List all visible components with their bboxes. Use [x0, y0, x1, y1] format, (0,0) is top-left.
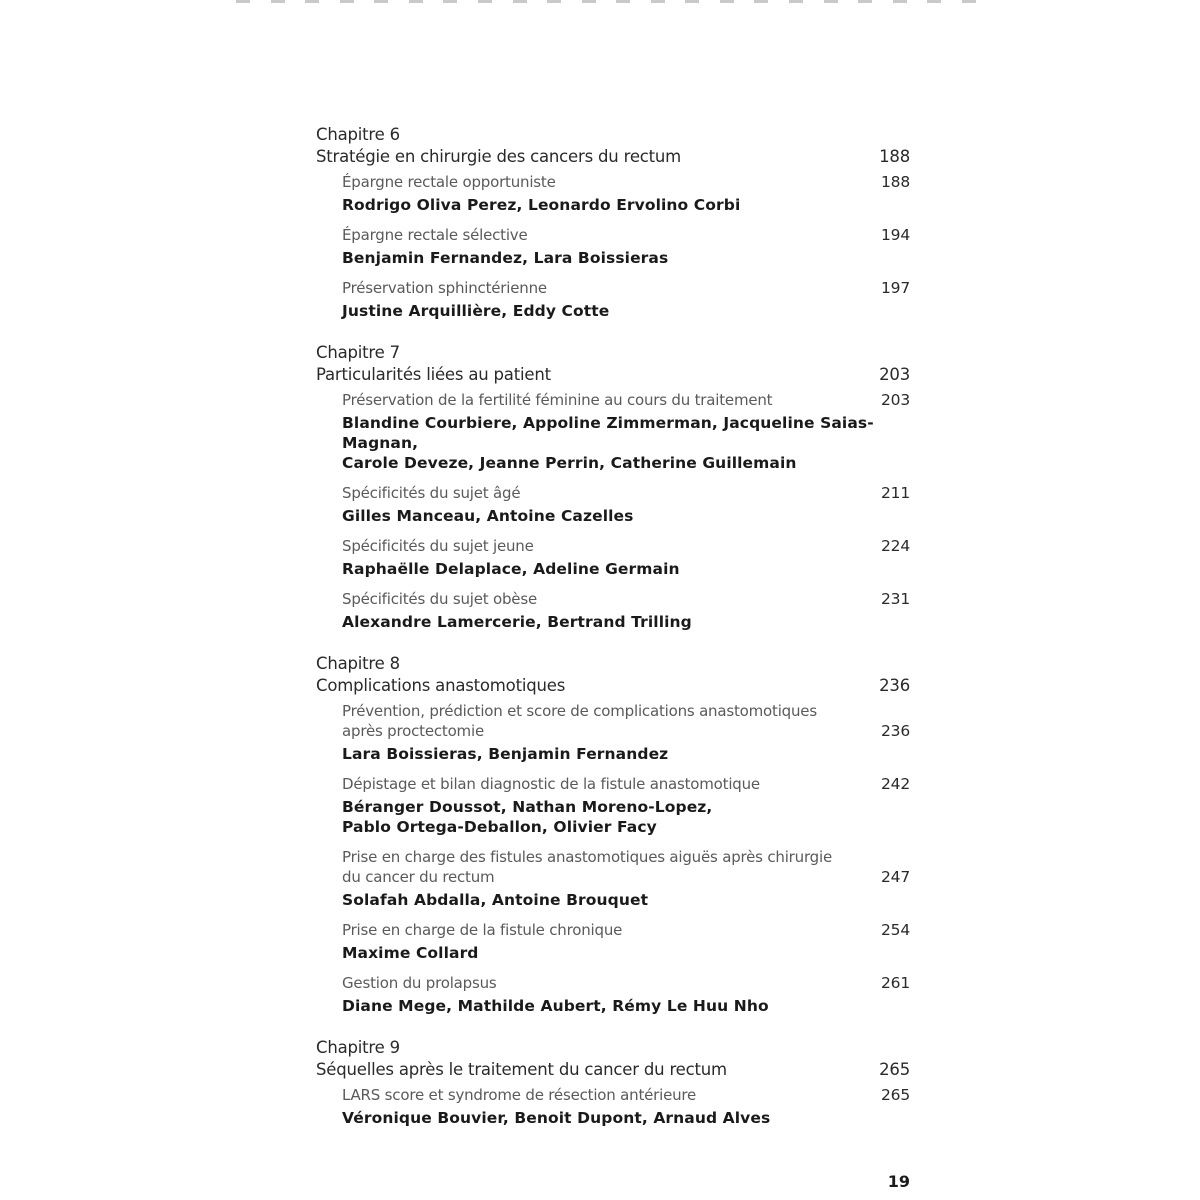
- entry-page-number: 236: [881, 722, 910, 740]
- entry-page-number: 224: [881, 537, 910, 555]
- entry-title: Gestion du prolapsus: [342, 974, 497, 992]
- entry-title: Épargne rectale opportuniste: [342, 173, 556, 191]
- entry-title-row: [342, 390, 910, 410]
- chapter-title: Complications anastomotiques: [316, 676, 566, 695]
- chapter-title: Séquelles après le traitement du cancer du rectum: [316, 1060, 727, 1079]
- toc-entry[interactable]: [342, 536, 910, 579]
- entry-title: LARS score et syndrome de résection antérieure: [342, 1086, 697, 1104]
- entry-page-number: 242: [881, 775, 910, 793]
- chapter-section: [316, 653, 910, 1016]
- chapter-title-row[interactable]: [316, 364, 910, 386]
- chapter-page-number: 203: [879, 365, 910, 384]
- toc-entry[interactable]: [342, 1085, 910, 1128]
- entry-page-number: 197: [881, 279, 910, 297]
- entry-title: Préservation de la fertilité féminine au cours du traitement: [342, 391, 773, 409]
- chapter-page-number: 188: [879, 147, 910, 166]
- table-of-contents: [316, 124, 910, 1149]
- entry-title: Épargne rectale sélective: [342, 226, 528, 244]
- entry-authors: Véronique Bouvier, Benoit Dupont, Arnaud Alves: [342, 1109, 771, 1127]
- chapter-title-row[interactable]: [316, 146, 910, 168]
- entry-title: Préservation sphinctérienne: [342, 279, 547, 297]
- entry-authors: Raphaëlle Delaplace, Adeline Germain: [342, 560, 680, 578]
- entry-title-row: [342, 225, 910, 245]
- entry-page-number: 188: [881, 173, 910, 191]
- toc-entry[interactable]: [342, 920, 910, 963]
- entry-page-number: 265: [881, 1086, 910, 1104]
- chapter-page-number: 236: [879, 676, 910, 695]
- chapter-entries: [316, 390, 910, 632]
- entry-authors: Lara Boissieras, Benjamin Fernandez: [342, 745, 669, 763]
- entry-title: Dépistage et bilan diagnostic de la fistule anastomotique: [342, 775, 760, 793]
- chapter-entries: [316, 172, 910, 321]
- entry-authors: Solafah Abdalla, Antoine Brouquet: [342, 891, 649, 909]
- page-number: 19: [887, 1172, 910, 1191]
- toc-entry[interactable]: [342, 774, 910, 837]
- entry-page-number: 194: [881, 226, 910, 244]
- entry-title-row: [342, 721, 910, 741]
- entry-authors: Pablo Ortega-Deballon, Olivier Facy: [342, 818, 657, 836]
- entry-authors: Béranger Doussot, Nathan Moreno-Lopez,: [342, 798, 713, 816]
- entry-authors: Maxime Collard: [342, 944, 479, 962]
- chapter-title-row[interactable]: [316, 1059, 910, 1081]
- entry-title: Spécificités du sujet jeune: [342, 537, 534, 555]
- entry-title-row: [342, 774, 910, 794]
- toc-entry[interactable]: [342, 483, 910, 526]
- chapter-section: [316, 1037, 910, 1128]
- entry-title: Spécificités du sujet obèse: [342, 590, 537, 608]
- entry-title-continued: après proctectomie: [342, 722, 484, 740]
- entry-page-number: 247: [881, 868, 910, 886]
- toc-entry[interactable]: [342, 589, 910, 632]
- entry-authors: Benjamin Fernandez, Lara Boissieras: [342, 249, 669, 267]
- entry-title-row: [342, 867, 910, 887]
- chapter-title-row[interactable]: [316, 675, 910, 697]
- chapter-page-number: 265: [879, 1060, 910, 1079]
- toc-entry[interactable]: [342, 172, 910, 215]
- chapter-label: Chapitre 8: [316, 654, 400, 673]
- entry-page-number: 211: [881, 484, 910, 502]
- toc-entry[interactable]: [342, 278, 910, 321]
- entry-page-number: 254: [881, 921, 910, 939]
- entry-page-number: 203: [881, 391, 910, 409]
- entry-authors: Rodrigo Oliva Perez, Leonardo Ervolino Corbi: [342, 196, 741, 214]
- chapter-entries: [316, 701, 910, 1016]
- entry-authors: Gilles Manceau, Antoine Cazelles: [342, 507, 634, 525]
- chapter-title: Stratégie en chirurgie des cancers du rectum: [316, 147, 682, 166]
- chapter-label: Chapitre 9: [316, 1038, 400, 1057]
- entry-authors: Justine Arquillière, Eddy Cotte: [342, 302, 610, 320]
- entry-title-row: [342, 973, 910, 993]
- entry-authors: Carole Deveze, Jeanne Perrin, Catherine Guillemain: [342, 454, 797, 472]
- toc-entry[interactable]: [342, 701, 910, 764]
- entry-title-row: [342, 278, 910, 298]
- entry-title: Prévention, prédiction et score de complications anastomotiques: [342, 702, 817, 720]
- toc-entry[interactable]: [342, 973, 910, 1016]
- entry-title-row: [342, 536, 910, 556]
- toc-entry[interactable]: [342, 390, 910, 473]
- chapter-label: Chapitre 6: [316, 125, 400, 144]
- entry-title: Prise en charge des fistules anastomotiques aiguës après chirurgie: [342, 848, 832, 866]
- chapter-section: [316, 124, 910, 321]
- entry-page-number: 261: [881, 974, 910, 992]
- chapter-entries: [316, 1085, 910, 1128]
- entry-title-row: [342, 483, 910, 503]
- top-dashed-border: [236, 0, 976, 4]
- entry-page-number: 231: [881, 590, 910, 608]
- entry-title-row: [342, 920, 910, 940]
- toc-entry[interactable]: [342, 847, 910, 910]
- chapter-section: [316, 342, 910, 632]
- chapter-label: Chapitre 7: [316, 343, 400, 362]
- entry-title-row: [342, 172, 910, 192]
- chapter-title: Particularités liées au patient: [316, 365, 551, 384]
- entry-title-continued: du cancer du rectum: [342, 868, 495, 886]
- toc-entry[interactable]: [342, 225, 910, 268]
- entry-authors: Blandine Courbiere, Appoline Zimmerman, Jacqueline Saias-Magnan,: [342, 414, 874, 452]
- entry-authors: Diane Mege, Mathilde Aubert, Rémy Le Huu Nho: [342, 997, 769, 1015]
- entry-title-row: [342, 1085, 910, 1105]
- entry-authors: Alexandre Lamercerie, Bertrand Trilling: [342, 613, 692, 631]
- entry-title-row: [342, 589, 910, 609]
- entry-title: Spécificités du sujet âgé: [342, 484, 521, 502]
- entry-title: Prise en charge de la fistule chronique: [342, 921, 623, 939]
